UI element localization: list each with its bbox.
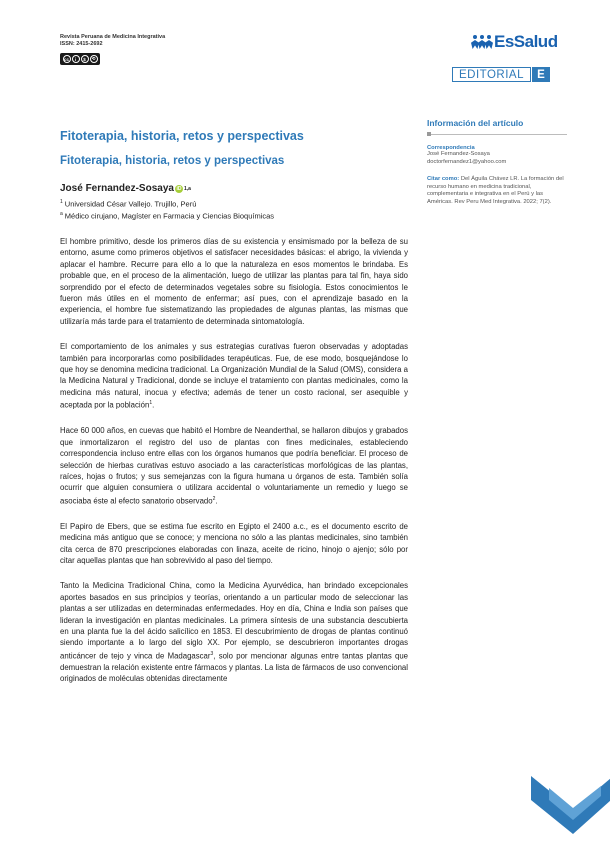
essalud-logo (471, 32, 558, 52)
sidebar-divider (427, 134, 567, 135)
article-subtitle: Fitoterapia, historia, retos y perspectivas (60, 155, 285, 167)
journal-header (60, 34, 165, 48)
section-name: EDITORIAL (452, 67, 531, 82)
journal-name: Revista Peruana de Medicina Integrativa (60, 34, 166, 40)
brand-name: EsSalud (494, 32, 558, 51)
paragraph: El hombre primitivo, desde los primeros días de su existencia y ensimismado por la belleza de su entorno, asume como primeros objetivos el satisfacer necesidades básicas: el abrigo, la vivienda y aplacar el hambre. Recurre para ello a lo que la naturaleza en esos momentos le brindaba. Es probable que, en el proceso de la alimentación, luego de utilizar las plantas para tal fin, haya sido sorprendido por el efecto de determinados vegetales sobre su fisiología. Estos conocimientos le fueron más útiles en el momento de enfermar; así pues, con el aprendizaje basado en la experiencia, el hombre fue sistematizando las propiedades de algunas plantas, las mismas que utilizaría más tarde para el tratamiento de determinada sintomatología. (60, 237, 408, 326)
correspondence-label: Correspondencia (427, 145, 475, 151)
sa-icon: ⟲ (90, 55, 98, 63)
cite-label: Citar como: (427, 176, 460, 182)
paragraph: Tanto la Medicina Tradicional China, como la Medicina Ayurvédica, han brindado excepcionales aportes basados en sus principios y teorías, orientando a un particular modo de seleccionar las plantas a ser utilizadas en determinadas enfermedades. Hoy en día, China e India son países que lideran la investigación en plantas medicinales. La primera síntesis de una substancia descubierta en una planta fue la del ácido salicílico en 1853. El descubrimiento de drogas de plantas continuó siendo importante a lo largo del siglo XX. Por ejemplo, se descubrieron importantes drogas anticáncer de tejo y vinca de Madagascar$^3$, solo por mencionar algunas entre tantas plantas que demuestran la relación existente entre fármacos y plantas. La lista de fármacos de uso convencional originados de moléculas obtenidas directamente (60, 581, 408, 684)
section-letter: E (532, 67, 550, 82)
journal-issn: ISSN: 2415-2692 (60, 41, 103, 47)
citation (427, 176, 567, 206)
article-body (60, 236, 408, 699)
cc-license-badge[interactable] (60, 53, 100, 65)
article-info-sidebar (427, 118, 567, 206)
section-label (452, 67, 550, 82)
author-name: José Fernandez-Sosaya (60, 183, 174, 194)
nc-icon: $ (81, 55, 89, 63)
orcid-icon[interactable]: iD (176, 185, 182, 192)
cc-icon: cc (63, 56, 69, 62)
sidebar-heading: Información del artículo (427, 118, 524, 128)
by-icon: i (72, 55, 80, 63)
correspondence-name: José Fernandez-Sosaya (427, 151, 490, 157)
paragraph: El comportamiento de los animales y sus estrategias curativas fueron observadas y adoptadas también para incorporarlas como posibilidades terapéuticas. Fue, de ese modo, bosquejándose lo que hoy se denomina medicina tradicional. La Organización Mundial de la Salud (OMS), considera a la Medicina Natural y Tradicional, donde se incluye el tratamiento con plantas medicinales, como la medicina más natural, inocua y efectiva; además de tener un costo racional, ser asequible y aceptada por la población$^1$. (60, 342, 408, 410)
correspondence-email[interactable]: doctorfernandez1@yahoo.com (427, 158, 507, 165)
reference-marker[interactable]: 1 (149, 400, 153, 407)
cite-text: Del Águila Chávez LR. La formación del recurso humano en medicina tradicional, complementaria e integrativa en el Perú y las Américas. Rev Peru Med Integrativa. 2022; 7(2). (427, 176, 564, 205)
chevron-decoration-icon (531, 748, 610, 848)
paragraph: El Papiro de Ebers, que se estima fue escrito en Egipto el 2400 a.c., es el documento escrito de medicina más antiguo que se conoce; y menciona no sólo a las plantas medicinales, sino también cita cerca de 870 prescripciones elaboradas con linaza, aceite de ricino, hinojo o ajenjo; sólo por citar aquellas plantas que han sobrevivido al paso del tiempo. (60, 521, 408, 565)
reference-marker[interactable]: 3 (210, 650, 214, 657)
reference-marker[interactable]: 2 (212, 495, 216, 502)
affiliation-2: $^a$ Médico cirujano, Magíster en Farmacia y Ciencias Bioquímicas (60, 211, 275, 221)
paragraph: Hace 60 000 años, en cuevas que habitó el Hombre de Neanderthal, se hallaron dibujos y grabados que inmortalizaron el registro del uso de plantas con fines medicinales, estableciendo correspondencia incluso entre ellas con los órganos humanos que podría beneficiar. El proceso de selección de hierbas curativas estuvo asociado a las características morfológicas de las plantas, raíces, hojas o frutos; y sus semejanzas con la figura humana u órganos de esta. También solía ocurrir que alguien consumiera o utilizara accidental o voluntariamente un remedio y luego se asociaba éste al efecto sanatorio observado$^2$. (60, 426, 408, 506)
family-icon (471, 35, 492, 49)
article-title: Fitoterapia, historia, retos y perspectivas (60, 129, 304, 143)
author-line (60, 183, 191, 194)
affiliation-1: $^1$ Universidad César Vallejo. Trujillo, Perú (60, 199, 197, 209)
author-sup: 1,a (183, 185, 191, 192)
